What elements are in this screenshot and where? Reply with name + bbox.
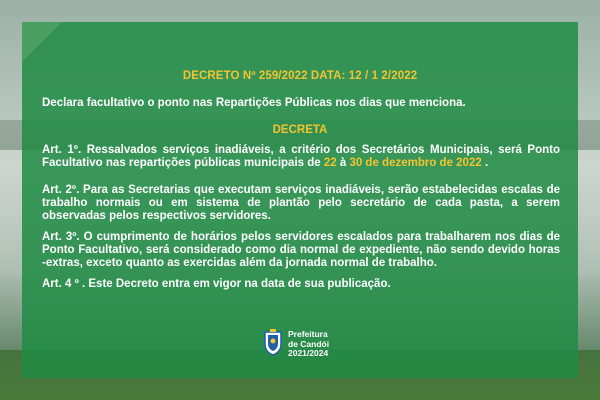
- decree-title: DECRETO Nº 259/2022 DATA: 12 / 1 2/2022: [182, 70, 418, 82]
- article-1-end: .: [481, 157, 489, 169]
- decreta-heading: DECRETA: [272, 124, 328, 136]
- article-1-end-date: 30 de dezembro de 2022: [349, 157, 482, 169]
- article-1-start-day: 22: [323, 157, 337, 169]
- prefeitura-logo: [262, 328, 362, 368]
- article-1-connector: à: [336, 157, 350, 169]
- corner-accent: [22, 22, 62, 62]
- logo-line-3: 2021/2024: [288, 348, 329, 358]
- article-1-text: Art. 1º. Ressalvados serviços inadiáveis, a critério dos Secretários Municipais, será Ponto Facultativo nas repartições públicas municipais de: [42, 144, 560, 169]
- decree-subtitle: Declara facultativo o ponto nas Repartições Públicas nos dias que menciona.: [42, 97, 466, 109]
- article-3: Art. 3º. O cumprimento de horários pelos servidores escalados para trabalharem nos dias de Ponto Facultativo, será considerado como dia normal de expediente, não sendo devido horas -extras, exceto quanto as exercidas além da jornada normal de trabalho.: [42, 231, 560, 269]
- coat-of-arms-icon: [262, 328, 284, 356]
- article-4: Art. 4 º . Este Decreto entra em vigor na data de sua publicação.: [42, 278, 391, 290]
- logo-text: [288, 330, 329, 359]
- logo-line-2: de Candói: [288, 338, 330, 349]
- logo-line-1: Prefeitura: [288, 329, 328, 339]
- article-2: Art. 2º. Para as Secretarias que executam serviços inadiáveis, serão estabelecidas escalas de trabalho normais ou em sistema de plantão pelo secretário de cada pasta, a serem observadas pelos respectivos servidores.: [42, 184, 560, 222]
- article-1: [42, 144, 560, 170]
